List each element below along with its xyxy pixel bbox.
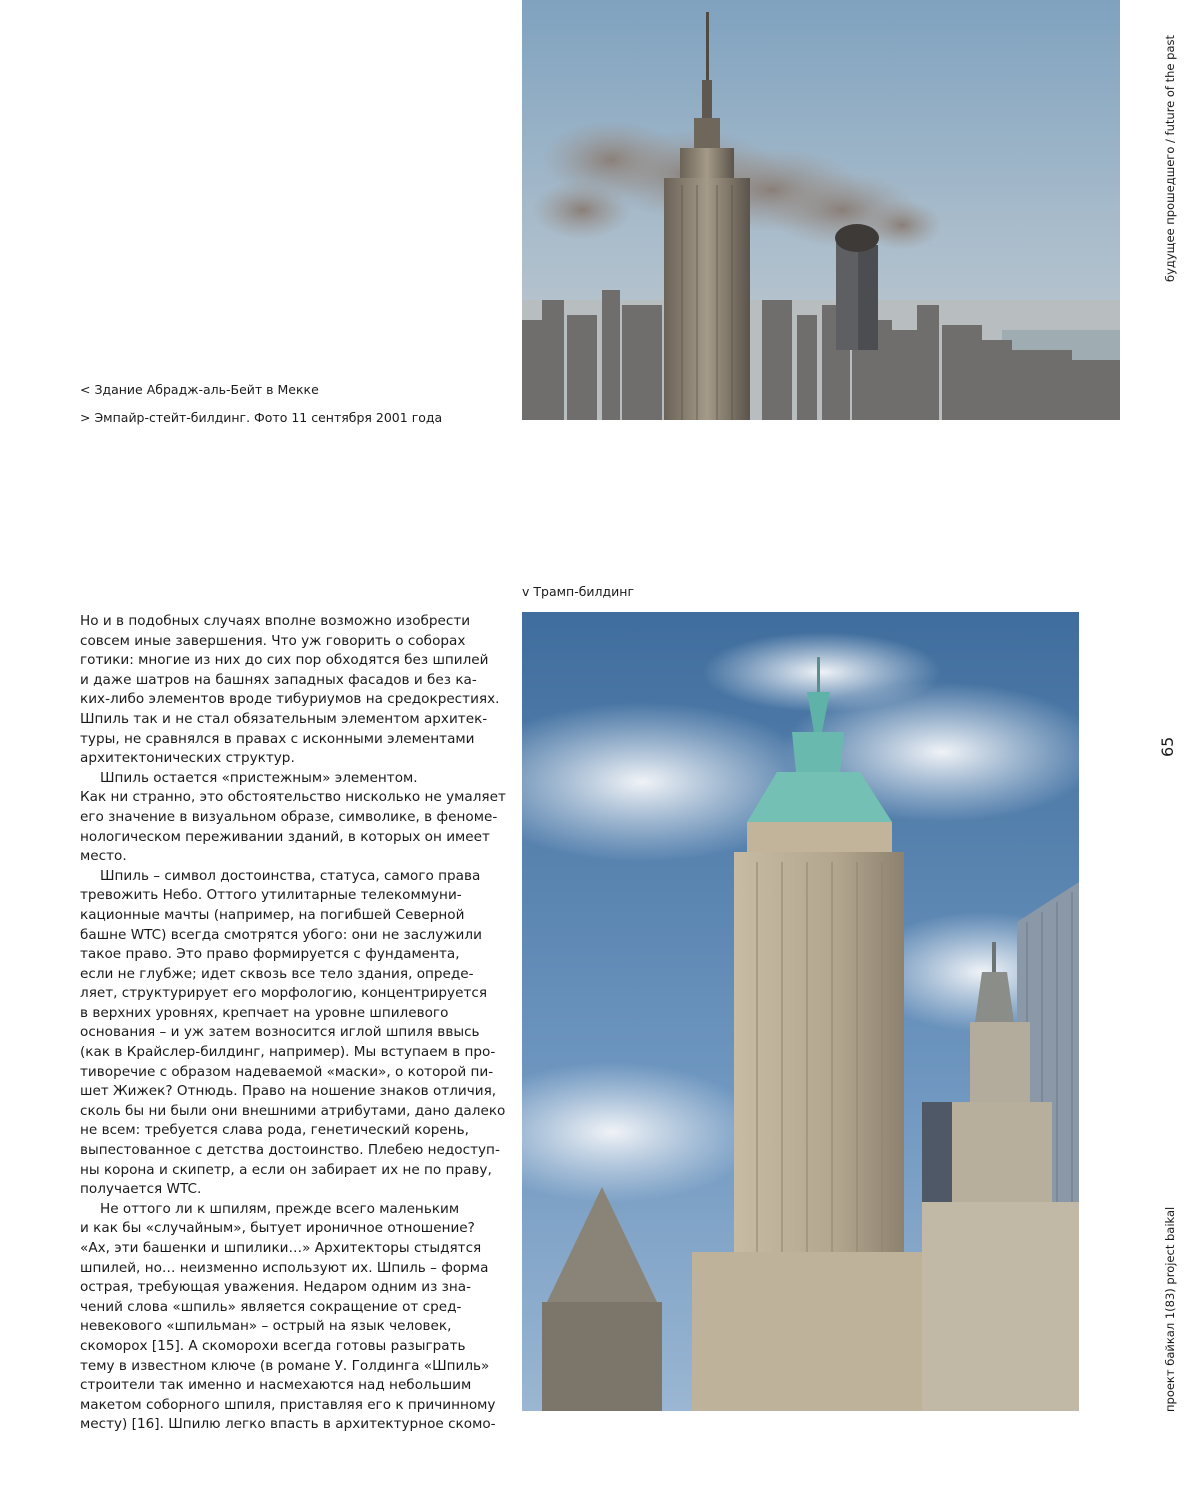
body-line: (как в Крайслер-билдинг, например). Мы вступаем в про- xyxy=(80,1044,496,1061)
body-line: тему в известном ключе (в романе У. Голдинга «Шпиль» xyxy=(80,1357,490,1374)
body-line: такое право. Это право формируется с фундамента, xyxy=(80,946,460,963)
caption-empire: > Эмпайр-стейт-билдинг. Фото 11 сентября 2001 года xyxy=(80,410,443,425)
body-line: ляет, структурирует его морфологию, концентрируется xyxy=(80,985,488,1002)
body-line: архитектонических структур. xyxy=(80,750,295,767)
body-line: готики: многие из них до сих пор обходятся без шпилей xyxy=(80,652,489,669)
trump-building-image xyxy=(522,612,1079,1411)
body-line: тиворечие с образом надеваемой «маски», о которой пи- xyxy=(80,1063,494,1080)
body-line: и как бы «случайным», бытует ироничное отношение? xyxy=(80,1220,475,1237)
empire-state-photo xyxy=(522,0,1120,420)
body-line: шпилей, но… неизменно используют их. Шпиль – форма xyxy=(80,1259,489,1276)
body-line: Шпиль так и не стал обязательным элементом архитек- xyxy=(80,710,488,727)
body-line: в верхних уровнях, крепчает на уровне шпилевого xyxy=(80,1004,449,1021)
trump-building-photo xyxy=(522,612,1079,1411)
body-line: кационные мачты (например, на погибшей Северной xyxy=(80,906,465,923)
page-number: 65 xyxy=(1158,736,1177,757)
body-line: Но и в подобных случаях вполне возможно изобрести xyxy=(80,613,471,629)
body-line: острая, требующая уважения. Недаром одним из зна- xyxy=(80,1279,472,1296)
body-line: если не глубже; идет сквозь все тело здания, опреде- xyxy=(80,965,474,982)
body-line: Шпиль остается «пристежным» элементом. xyxy=(100,769,418,786)
body-line: Как ни странно, это обстоятельство нисколько не умаляет xyxy=(80,789,506,806)
body-line: место. xyxy=(80,848,127,865)
section-title: будущее прошедшего / future of the past xyxy=(1163,34,1177,282)
body-line: невекового «шпильман» – острый на язык человек, xyxy=(80,1318,452,1335)
body-line: основания – и уж затем возносится иглой шпиля ввысь xyxy=(80,1024,480,1041)
body-line: шет Жижек? Отнюдь. Право на ношение знаков отличия, xyxy=(80,1083,497,1100)
body-line: ны корона и скипетр, а если он забирает их не по праву, xyxy=(80,1161,492,1178)
body-line: месту) [16]. Шпилю легко впасть в архитектурное скомо- xyxy=(80,1416,496,1433)
body-line: строители так именно и насмехаются над небольшим xyxy=(80,1377,472,1394)
body-line: чений слова «шпиль» является сокращение от сред- xyxy=(80,1298,462,1315)
body-line: не всем: требуется слава рода, генетический корень, xyxy=(80,1122,469,1139)
body-line: башне WTC) всегда смотрятся убого: они не заслужили xyxy=(80,926,482,943)
issue-info: проект байкал 1(83) project baikal xyxy=(1163,1206,1177,1412)
body-line: его значение в визуальном образе, символике, в феноме- xyxy=(80,808,498,825)
body-line: ких-либо элементов вроде тибуриумов на средокрестиях. xyxy=(80,691,500,708)
body-line: совсем иные завершения. Что уж говорить о соборах xyxy=(80,632,466,649)
twin-towers xyxy=(835,224,879,350)
body-line: скоморох [15]. А скоморохи всегда готовы разыграть xyxy=(80,1337,466,1354)
caption-abraj: < Здание Абрадж-аль-Бейт в Мекке xyxy=(80,382,319,397)
body-line: «Ах, эти башенки и шпилики…» Архитекторы стыдятся xyxy=(80,1240,482,1256)
body-text xyxy=(80,612,506,1435)
body-line: и даже шатров на башнях западных фасадов и без ка- xyxy=(80,671,477,688)
body-line: выпестованное с детства достоинство. Плебею недоступ- xyxy=(80,1142,500,1159)
body-line: сколь бы ни были они внешними атрибутами, дано далеко xyxy=(80,1102,506,1119)
empire-state-image xyxy=(522,0,1120,420)
body-line: Не оттого ли к шпилям, прежде всего маленьким xyxy=(100,1200,460,1217)
body-line: туры, не сравнялся в правах с исконными элементами xyxy=(80,730,475,747)
body-line: макетом соборного шпиля, приставляя его к причинному xyxy=(80,1396,496,1413)
body-line: Шпиль – символ достоинства, статуса, самого права xyxy=(100,867,481,884)
body-line: тревожить Небо. Оттого утилитарные телекоммуни- xyxy=(80,887,462,904)
caption-trump: v Трамп-билдинг xyxy=(522,584,635,599)
body-line: нологическом переживании зданий, в которых он имеет xyxy=(80,828,490,845)
body-line: получается WTC. xyxy=(80,1181,202,1198)
